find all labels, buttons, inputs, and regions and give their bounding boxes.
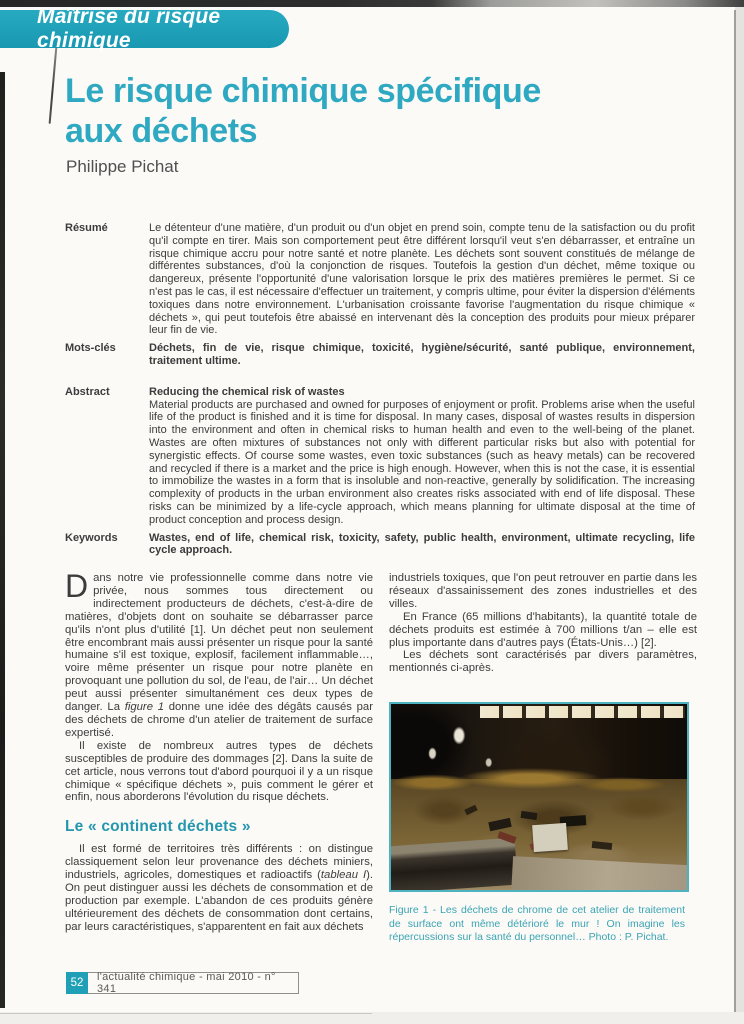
article-body: [65, 568, 697, 945]
staple-mark: [49, 46, 58, 124]
paragraph-continent: [65, 843, 373, 933]
article-author: Philippe Pichat: [66, 157, 179, 176]
paragraph-parametres: Les déchets sont caractérisés par divers paramètres, mentionnés ci-après.: [389, 649, 697, 675]
figure-photo: [389, 702, 689, 892]
photo-paper-scrap: [532, 823, 568, 852]
rubric-banner: [0, 5, 289, 52]
abstract-block: [149, 386, 695, 527]
page-footer: [66, 972, 299, 994]
mots-cles-text: Déchets, fin de vie, risque chimique, toxicité, hygiène/sécurité, santé publique, environnement, traitement ultime.: [149, 342, 695, 367]
rubric-banner-label: Maîtrise du risque chimique: [37, 5, 221, 52]
right-column: [389, 572, 697, 945]
journal-issue-line: l'actualité chimique - mai 2010 - n° 341: [88, 972, 299, 994]
figure-1: [389, 702, 691, 945]
abstract-row: [65, 386, 695, 527]
resume-row: [65, 222, 695, 337]
mots-cles-label: Mots-clés: [65, 342, 116, 355]
paragraph-intro-text: ans notre vie professionnelle comme dans notre vie privée, nous sommes tous directement ou indirectement producteurs de déchets, c'est-à-dire de matières, d'objets dont on souhaite se débarrasser parce qu'ils n'ont plus d'utilité [1]. Un déchet peut non seulement être encombrant mais aussi présenter un risque pour la santé humaine s'il est toxique, explosif, facilement inflammable…, voire même présenter un risque pour notre planète en provoquant une pollution du sol, de l'eau, de l'air… Un déchet peut aussi présenter simultanément ces deux types de danger. La: [65, 572, 373, 714]
paragraph-intro: [65, 568, 373, 740]
scan-page-edge-line: [734, 10, 736, 1020]
scan-bottom-line: [0, 1013, 372, 1014]
scan-right-margin: [735, 7, 744, 1024]
keywords-text: Wastes, end of life, chemical risk, toxicity, safety, public health, environment, ultimate recycling, life cycle approach.: [149, 531, 695, 557]
resume-label: Résumé: [65, 222, 108, 234]
figure-caption: Figure 1 - Les déchets de chrome de cet atelier de traitement de surface ont même détérioré le mur ! On imagine les répercussions sur la santé du personnel… Photo : P. Pichat.: [389, 904, 685, 944]
page-number-badge: 52: [66, 972, 88, 994]
keywords-row: [65, 532, 695, 558]
left-column: [65, 568, 373, 945]
paragraph-overview: Il existe de nombreux autres types de déchets susceptibles de produire des dommages [2]. Dans la suite de cet article, nous verrons tout d'abord pourquoi il y a un risque chimique « spécifique déchets », puis comment le gérer et enfin, nous aborderons l'évolution du risque déchets.: [65, 739, 373, 804]
paragraph-france: En France (65 millions d'habitants), la quantité totale de déchets produits est estimée à 700 millions t/an – elle est plus importante dans d'autres pays (États-Unis…) [2].: [389, 610, 697, 649]
article-title-line1: Le risque chimique spécifique: [65, 72, 541, 110]
photo-foreground-beam: [389, 838, 518, 892]
abstract-text: Material products are purchased and owned for purposes of enjoyment or profit. Problems arise when the useful life of the product is finished and it is time for disposal. In many cases, disposal of wastes results in dispersion into the environment and often in chemical risks to human health and even to the well-being of the planet. Wastes are often mixtures of substances not only with different particular risks but also with potential for synergistic effects. Of course some wastes, even toxic substances (such as heavy metals) can be recovered and recycled if there is a market and the price is high enough. However, when this is not the case, it is essential to immobilize the wastes in a form that is insoluble and non-reactive, generally by solidification. The increasing complexity of products in the urban environment also creates risks associated with end of life disposal. These risks can be minimized by a life-cycle approach, which means planning for ultimate disposal at the time of product conception and process design.: [149, 398, 695, 526]
abstract-title: Reducing the chemical risk of wastes: [149, 385, 345, 398]
keywords-label: Keywords: [65, 531, 118, 544]
paragraph-intro-end: donne une idée des dégâts causés par des déchets de chrome d'un atelier de traitement de surface expertisé.: [65, 701, 373, 739]
section-heading-continent-dechets: Le « continent déchets »: [65, 818, 251, 836]
dropcap-letter: D: [65, 568, 89, 604]
front-matter: [65, 222, 695, 557]
mots-cles-row: [65, 342, 695, 368]
scan-left-edge: [0, 72, 5, 1008]
article-title: [65, 71, 541, 151]
abstract-label: Abstract: [65, 385, 110, 398]
figure-reference: figure 1: [124, 701, 164, 714]
paragraph-continent-end: ). On peut distinguer aussi les déchets de consommation et de production par exemple. L'abandon de ces produits génère ultérieurement des déchets de consommation dont certains, par leurs caractéristiques, s'apparentent en fait aux déchets: [65, 869, 373, 933]
resume-text: Le détenteur d'une matière, d'un produit ou d'un objet en prend soin, compte tenu de la satisfaction ou du profit qu'il compte en tirer. Mais son comportement peut être différent lorsqu'il veut s'en débarrasser, et entraîne un risque chimique accru pour notre santé et notre planète. Les déchets sont souvent constitués de mélange de différentes substances, d'où la conjonction de risques. Toutefois la gestion d'un déchet, même toxique ou dangereux, présente l'opportunité d'une valorisation lorsque le prix des matières premières le permet. Si ce n'est pas le cas, il est nécessaire d'effectuer un traitement, y compris ultime, pour éviter la dispersion d'éléments toxiques dans notre environnement. L'urbanisation croissante favorise l'augmentation du risque chimique « déchets », qui peut toutefois être abaissé en intervenant dès la conception des produits pour mieux préparer leur fin de vie.: [149, 222, 695, 337]
photo-window-row: [480, 706, 685, 718]
table-reference: tableau I: [320, 869, 367, 882]
article-title-line2: aux déchets: [65, 112, 258, 150]
paragraph-continent-text: Il est formé de territoires très différents : on distingue classiquement selon leur provenance des déchets miniers, industriels, agricoles, domestiques et radioactifs (: [65, 843, 373, 882]
paragraph-continuation: industriels toxiques, que l'on peut retrouver en partie dans les réseaux d'assainissement des zones industrielles et des villes.: [389, 572, 697, 610]
